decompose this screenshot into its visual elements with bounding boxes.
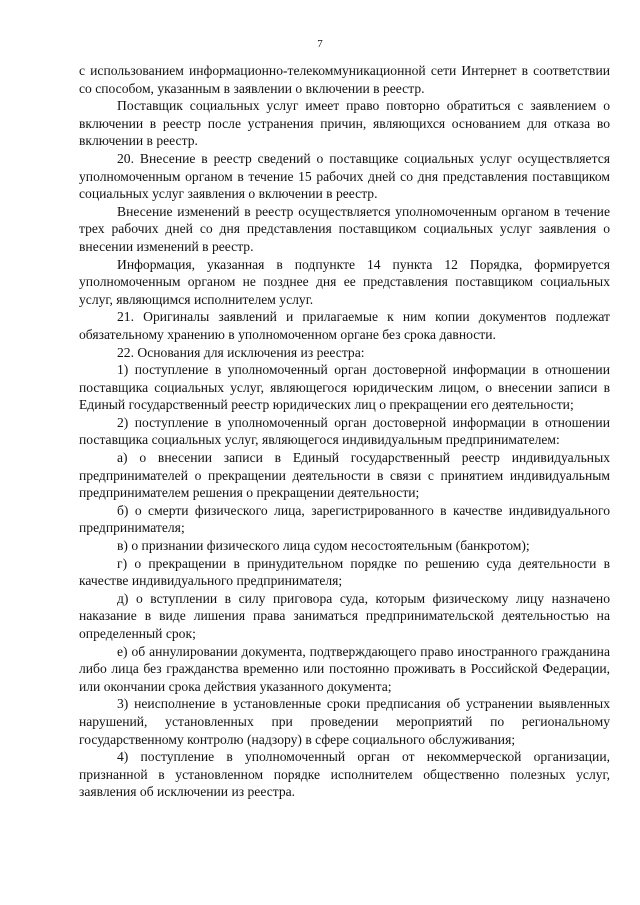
list-item-2: 2) поступление в уполномоченный орган достоверной информации в отношении поставщика социальных услуг, являющегося индивидуальным предпринимателем: bbox=[79, 414, 610, 448]
page-number: 7 bbox=[317, 38, 323, 50]
paragraph-continuation: с использованием информационно-телекоммуникационной сети Интернет в соответствии со способом, указанным в заявлении о включении в реестр. bbox=[79, 63, 610, 96]
list-item-3: 3) неисполнение в установленные сроки предписания об устранении выявленных нарушений, установленных при проведении мероприятий по региональному государственному контролю (надзору) в сфере социального обслуживания; bbox=[79, 696, 610, 747]
paragraph-registry-changes: Внесение изменений в реестр осуществляется уполномоченным органом в течение трех рабочих дней со дня представления поставщиком социальных услуг заявления о внесении изменений в реестр. bbox=[79, 203, 610, 254]
list-item-2e: д) о вступлении в силу приговора суда, которым физическому лицу назначено наказание в виде лишения права заниматься предпринимательской деятельностью на определенный срок; bbox=[79, 590, 610, 641]
list-item-1: 1) поступление в уполномоченный орган достоверной информации в отношении поставщика социальных услуг, являющегося юридическим лицом, о внесении записи в Единый государственный реестр юридических лиц о прекращении его деятельности; bbox=[79, 362, 610, 413]
paragraph-repeat-application: Поставщик социальных услуг имеет право повторно обратиться с заявлением о включении в реестр после устранения причин, являющихся основанием для отказа во включении в реестр. bbox=[79, 98, 610, 149]
list-item-4: 4) поступление в уполномоченный орган от некоммерческой организации, признанной в установленном порядке исполнителем общественно полезных услуг, заявления об исключении из реестра. bbox=[79, 749, 610, 800]
list-item-2d: г) о прекращении в принудительном порядке по решению суда деятельности в качестве индивидуального предпринимателя; bbox=[79, 555, 610, 589]
paragraph-information-formation: Информация, указанная в подпункте 14 пункта 12 Порядка, формируется уполномоченным органом не позднее дня ее представления поставщиком социальных услуг, являющимся исполнителем услуг. bbox=[79, 256, 610, 307]
paragraph-22-exclusion-grounds: 22. Основания для исключения из реестра: bbox=[117, 344, 365, 360]
paragraph-21-originals-storage: 21. Оригиналы заявлений и прилагаемые к ним копии документов подлежат обязательному хранению в уполномоченном органе без срока давности. bbox=[79, 309, 610, 342]
list-item-2a: а) о внесении записи в Единый государственный реестр индивидуальных предпринимателей о прекращении деятельности в связи с принятием индивидуальным предпринимателем решения о прекращении деятельности; bbox=[79, 450, 610, 501]
list-item-2f: е) об аннулировании документа, подтверждающего право иностранного гражданина либо лица без гражданства временно или постоянно проживать в Российской Федерации, или окончании срока действия указанного документа; bbox=[79, 643, 610, 694]
list-item-2c: в) о признании физического лица судом несостоятельным (банкротом); bbox=[117, 538, 530, 554]
list-item-2b: б) о смерти физического лица, зарегистрированного в качестве индивидуального предпринимателя; bbox=[79, 502, 610, 536]
paragraph-20-registry-entry: 20. Внесение в реестр сведений о поставщике социальных услуг осуществляется уполномоченным органом в течение 15 рабочих дней со дня представления поставщиком социальных услуг заявления о включении в реестр. bbox=[79, 150, 610, 202]
document-body bbox=[79, 62, 610, 801]
